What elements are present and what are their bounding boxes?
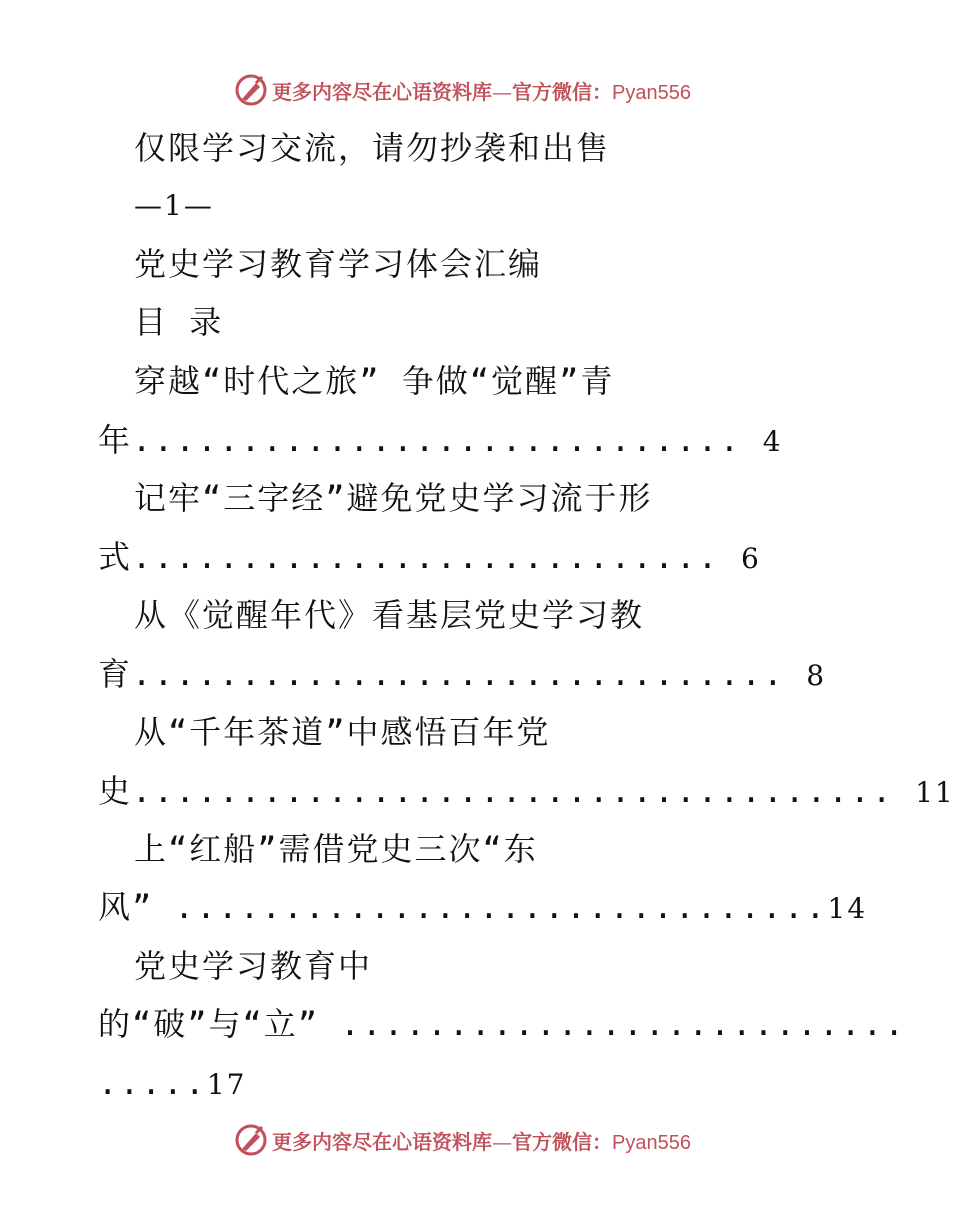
toc-entry-5-tail: 风” [98,888,154,926]
banner-separator: — [492,79,512,104]
toc-entry-6-leader-2: ..... [98,1064,207,1102]
banner-wechat-id: Pyan556 [612,81,691,104]
doc-title: 党史学习教育学习体会汇编 [134,245,543,283]
toc-entry-4-page: 11 [915,776,955,809]
footer-banner-text: 更多内容尽在心语资料库 [272,1129,492,1154]
toc-entry-1-tail: 年 [98,421,133,459]
toc-entry-4-cont[interactable] [98,771,955,813]
toc-entry-6-tail: 的“破”与“立” [98,1005,320,1043]
toc-entry-3-tail: 育 [98,655,133,693]
toc-entry-2-tail: 式 [98,538,133,576]
toc-entry-6-leader: .......................... [340,1005,907,1043]
footer-banner-wechat-id: Pyan556 [612,1131,691,1154]
toc-entry-1-page: 4 [762,425,783,458]
toc-entry-5-cont[interactable] [98,887,867,929]
banner-text: 更多内容尽在心语资料库 [272,79,492,104]
toc-entry-6-cont2[interactable] [98,1063,246,1105]
toc-entry-3-title[interactable]: 从《觉醒年代》看基层党史学习教 [134,596,645,634]
header-banner [234,72,691,108]
footer-banner-separator: — [492,1129,512,1154]
toc-entry-4-tail: 史 [98,772,133,810]
toc-entry-5-page: 14 [827,892,868,925]
toc-entry-1-leader: ............................ [132,421,742,459]
toc-entry-3-leader: .............................. [132,655,785,693]
footer-banner-wechat-label: 官方微信： [512,1129,612,1154]
toc-entry-6-title[interactable]: 党史学习教育中 [134,947,373,985]
pen-logo-icon [234,1123,268,1157]
toc-entry-5-title[interactable]: 上“红船”需借党史三次“东 [134,830,538,868]
toc-entry-6-page: 17 [206,1068,247,1101]
pen-logo-icon [234,73,268,107]
toc-entry-5-leader: .............................. [174,888,828,926]
toc-entry-3-cont[interactable] [98,654,826,696]
toc-entry-4-leader: ................................... [132,772,894,810]
toc-entry-3-page: 8 [806,659,827,692]
toc-entry-2-cont[interactable] [98,537,761,579]
toc-entry-1-title[interactable]: 穿越“时代之旅” 争做“觉醒”青 [134,362,615,400]
toc-entry-6-cont[interactable] [98,1004,906,1044]
toc-entry-4-title[interactable]: 从“千年茶道”中感悟百年党 [134,713,551,751]
toc-entry-2-leader: ........................... [132,538,720,576]
toc-heading: 目 录 [134,303,224,341]
toc-entry-2-title[interactable]: 记牢“三字经”避免党史学习流于形 [134,479,653,517]
notice-text: 仅限学习交流，请勿抄袭和出售 [134,129,611,167]
banner-wechat-label: 官方微信： [512,79,612,104]
toc-entry-1-cont[interactable] [98,420,783,462]
page-marker: —1— [134,189,214,222]
footer-banner [234,1122,691,1158]
toc-entry-2-page: 6 [740,542,761,575]
